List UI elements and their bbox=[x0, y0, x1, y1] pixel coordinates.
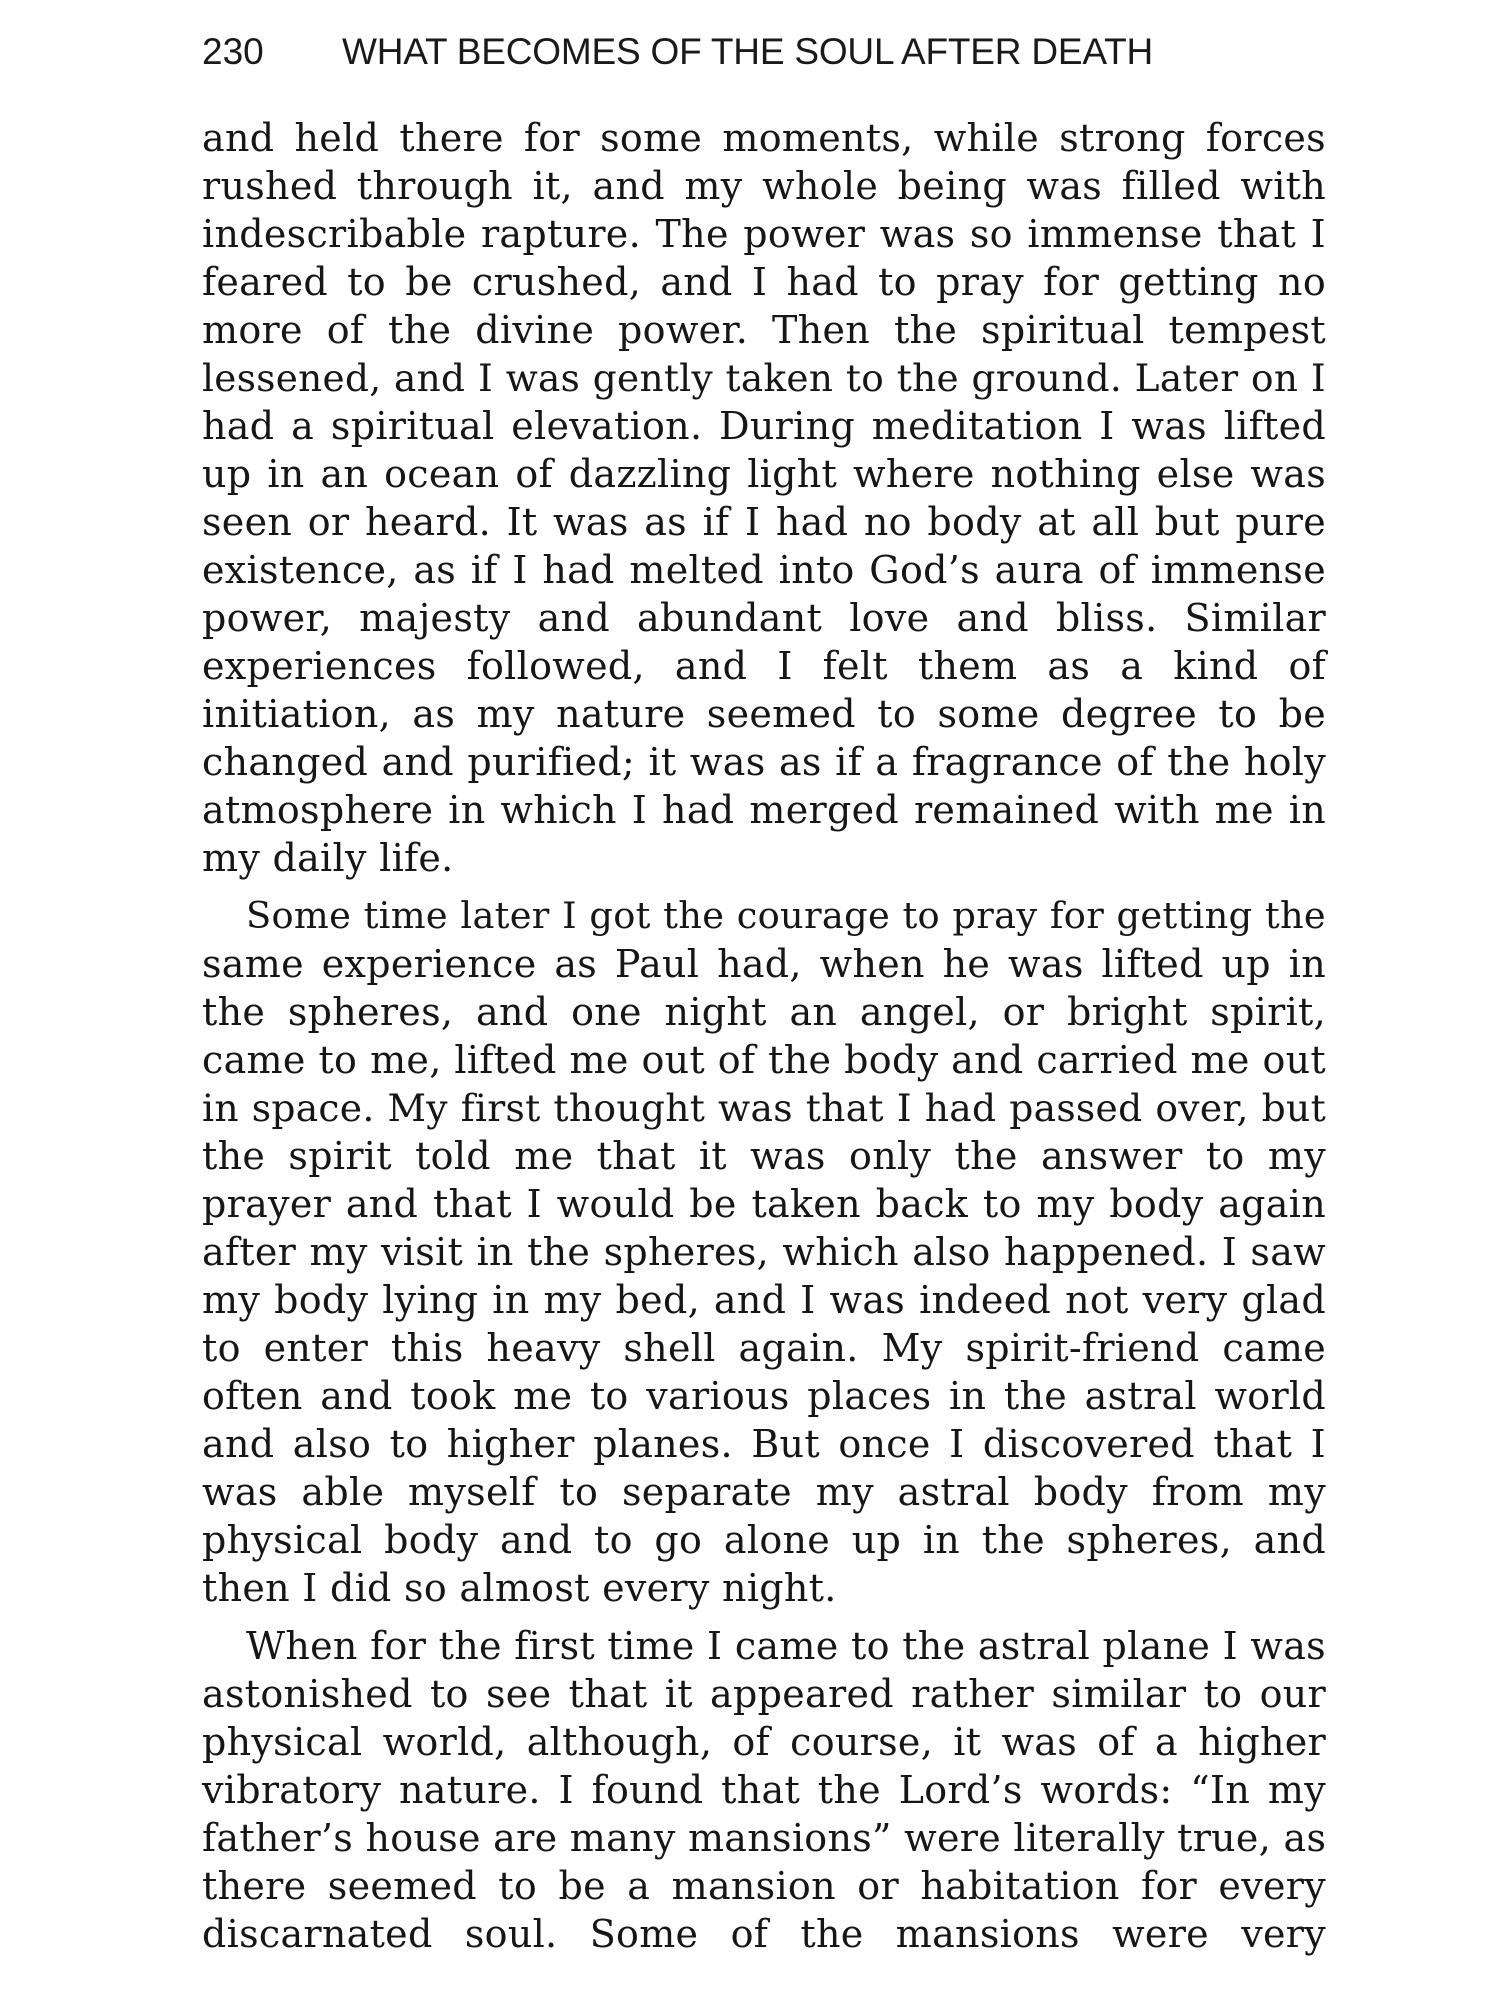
text-line: vibratory nature. I found that the Lord’s words: “In my bbox=[202, 1768, 1326, 1812]
text-line: power, majesty and abundant love and bliss. Similar bbox=[202, 596, 1326, 640]
running-header bbox=[202, 22, 1322, 82]
text-line: same experience as Paul had, when he was lifted up in bbox=[202, 942, 1326, 986]
paragraph-3 bbox=[202, 1622, 1326, 1958]
text-line: and also to higher planes. But once I discovered that I bbox=[202, 1422, 1326, 1466]
text-line: came to me, lifted me out of the body and carried me out bbox=[202, 1038, 1326, 1082]
text-line: existence, as if I had melted into God’s aura of immense bbox=[202, 548, 1326, 592]
text-line: to enter this heavy shell again. My spirit-friend came bbox=[202, 1326, 1326, 1370]
text-line: When for the first time I came to the astral plane I was bbox=[246, 1624, 1326, 1668]
text-line: discarnated soul. Some of the mansions were very bbox=[202, 1912, 1326, 1956]
text-line: and held there for some moments, while strong forces bbox=[202, 116, 1326, 160]
text-line: after my visit in the spheres, which also happened. I saw bbox=[202, 1230, 1326, 1274]
text-line: feared to be crushed, and I had to pray for getting no bbox=[202, 260, 1326, 304]
text-line: the spheres, and one night an angel, or bright spirit, bbox=[202, 990, 1326, 1034]
running-title: WHAT BECOMES OF THE SOUL AFTER DEATH bbox=[342, 31, 1154, 72]
text-line: father’s house are many mansions” were literally true, as bbox=[202, 1816, 1327, 1860]
paragraph-2 bbox=[202, 892, 1326, 1612]
text-line: initiation, as my nature seemed to some degree to be bbox=[202, 692, 1326, 736]
text-line: my body lying in my bed, and I was indeed not very glad bbox=[202, 1278, 1326, 1322]
text-line: was able myself to separate my astral body from my bbox=[202, 1470, 1326, 1514]
text-line: seen or heard. It was as if I had no body at all but pure bbox=[202, 500, 1326, 544]
text-line: had a spiritual elevation. During meditation I was lifted bbox=[202, 404, 1326, 448]
paragraph-1 bbox=[202, 114, 1326, 882]
text-line: more of the divine power. Then the spiritual tempest bbox=[202, 308, 1326, 352]
text-line: up in an ocean of dazzling light where nothing else was bbox=[202, 452, 1326, 496]
text-line: experiences followed, and I felt them as a kind of bbox=[202, 644, 1326, 688]
text-line: in space. My first thought was that I had passed over, but bbox=[202, 1086, 1326, 1130]
text-line: indescribable rapture. The power was so immense that I bbox=[202, 212, 1326, 256]
text-line: lessened, and I was gently taken to the ground. Later on I bbox=[202, 356, 1326, 400]
text-line: the spirit told me that it was only the answer to my bbox=[202, 1134, 1326, 1178]
page-number: 230 bbox=[202, 31, 264, 72]
text-line: there seemed to be a mansion or habitation for every bbox=[202, 1864, 1326, 1908]
text-line: Some time later I got the courage to pray for getting the bbox=[246, 894, 1326, 937]
text-line: physical body and to go alone up in the spheres, and bbox=[202, 1518, 1326, 1562]
body-text bbox=[202, 114, 1326, 1958]
text-line: changed and purified; it was as if a fragrance of the holy bbox=[202, 740, 1326, 784]
text-line: rushed through it, and my whole being was filled with bbox=[202, 164, 1326, 208]
text-line: astonished to see that it appeared rather similar to our bbox=[202, 1672, 1326, 1716]
text-line: my daily life. bbox=[202, 836, 454, 880]
text-line: physical world, although, of course, it was of a higher bbox=[202, 1720, 1326, 1764]
text-line: often and took me to various places in the astral world bbox=[202, 1374, 1326, 1418]
text-line: then I did so almost every night. bbox=[202, 1566, 837, 1610]
text-line: atmosphere in which I had merged remained with me in bbox=[202, 788, 1326, 832]
text-line: prayer and that I would be taken back to my body again bbox=[202, 1182, 1326, 1226]
